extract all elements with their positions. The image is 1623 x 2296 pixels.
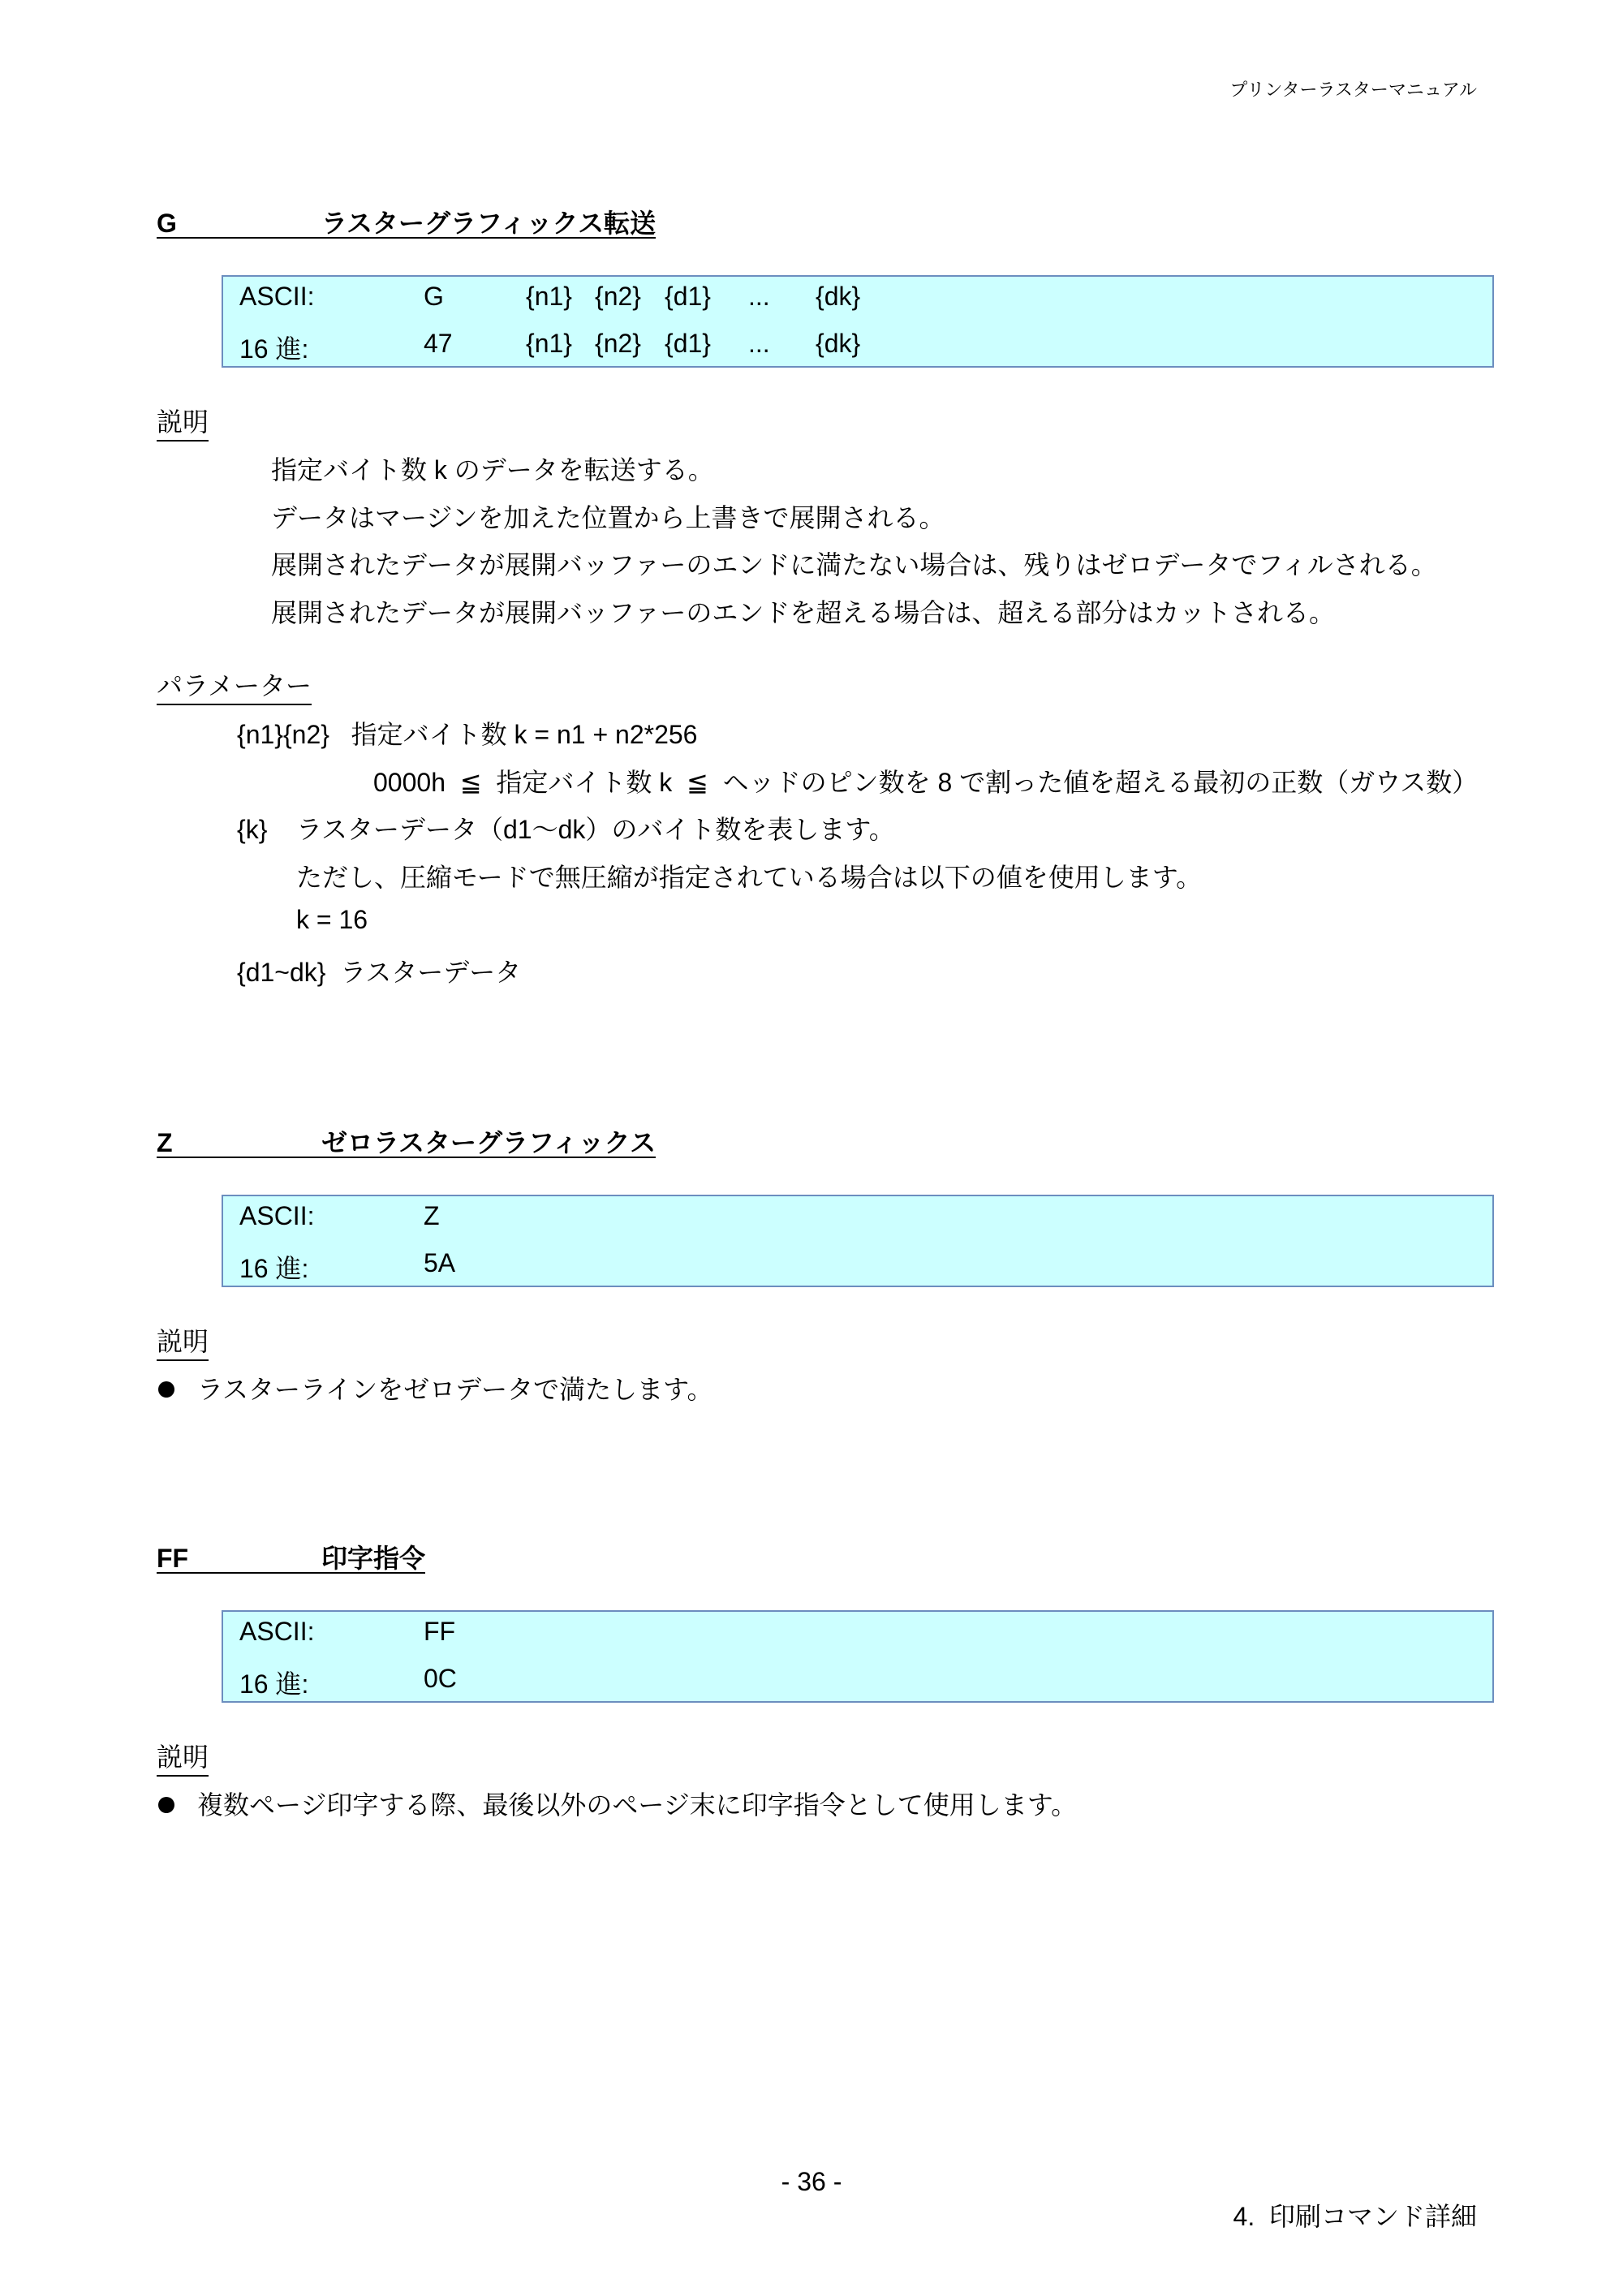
parameter-line: {d1~dk} ラスターデータ [237, 958, 522, 987]
command-code: G [157, 209, 177, 238]
parameter-label: パラメーター [157, 666, 312, 705]
command-box-g [222, 275, 1494, 368]
ascii-value: FF [424, 1617, 456, 1646]
param-dk: {dk} [816, 329, 861, 358]
command-box-ff [222, 1610, 1494, 1703]
command-name: ラスターグラフィックス転送 [321, 209, 657, 238]
param-n2: {n2} [595, 282, 641, 311]
param-ellipsis: ... [748, 329, 770, 358]
description-line: 展開されたデータが展開バッファーのエンドを超える場合は、超える部分はカットされる。 [271, 598, 1336, 627]
parameter-line: {n1}{n2} 指定バイト数 k = n1 + n2*256 [237, 720, 698, 749]
parameter-line: k = 16 [296, 905, 368, 934]
parameter-line: ただし、圧縮モードで無圧縮が指定されている場合は以下の値を使用します。 [296, 863, 1203, 892]
param-d1: {d1} [665, 282, 711, 311]
bullet-icon [158, 1381, 174, 1398]
param-ellipsis: ... [748, 282, 770, 311]
description-line: ラスターラインをゼロデータで満たします。 [197, 1375, 713, 1404]
hex-label: 16 進: [239, 1669, 309, 1699]
description-line: データはマージンを加えた位置から上書きで展開される。 [271, 503, 945, 532]
hex-value: 0C [424, 1664, 457, 1693]
hex-label: 16 進: [239, 334, 309, 364]
param-n2: {n2} [595, 329, 641, 358]
command-code: Z [157, 1128, 173, 1157]
ascii-label: ASCII: [239, 1201, 315, 1230]
description-line: 指定バイト数 k のデータを転送する。 [271, 455, 714, 485]
bullet-item [158, 1785, 1077, 1822]
param-n1: {n1} [526, 282, 572, 311]
parameter-line: 0000h ≦ 指定バイト数 k ≦ ヘッドのピン数を 8 で割った値を超える最初の正数（ガウス数） [373, 768, 1479, 797]
description-label: 説明 [157, 402, 209, 442]
ascii-label: ASCII: [239, 1617, 315, 1646]
ascii-value: Z [424, 1201, 440, 1230]
description-line: 展開されたデータが展開バッファーのエンドに満たない場合は、残りはゼロデータでフィルされる。 [271, 550, 1437, 579]
command-name: ゼロラスターグラフィックス [321, 1128, 657, 1157]
chapter-title: 4. 印刷コマンド詳細 [1233, 2202, 1477, 2231]
command-box-z [222, 1195, 1494, 1287]
bullet-icon [158, 1797, 174, 1813]
section-title-z [157, 1122, 656, 1158]
section-title-ff [157, 1538, 425, 1574]
param-dk: {dk} [816, 282, 861, 311]
section-title-g [157, 203, 656, 239]
page-number: - 36 - [781, 2167, 842, 2196]
param-n1: {n1} [526, 329, 572, 358]
description-label: 説明 [157, 1321, 209, 1361]
ascii-value: G [424, 282, 444, 311]
hex-value: 5A [424, 1248, 456, 1277]
param-d1: {d1} [665, 329, 711, 358]
hex-value: 47 [424, 329, 453, 358]
command-name: 印字指令 [321, 1544, 426, 1573]
bullet-item [158, 1369, 713, 1406]
ascii-label: ASCII: [239, 282, 315, 311]
parameter-line: {k} ラスターデータ（d1～dk）のバイト数を表します。 [237, 815, 895, 844]
description-label: 説明 [157, 1737, 209, 1777]
hex-label: 16 進: [239, 1254, 309, 1283]
description-line: 複数ページ印字する際、最後以外のページ末に印字指令として使用します。 [197, 1790, 1078, 1820]
running-header: プリンターラスターマニュアル [1229, 80, 1477, 100]
command-code: FF [157, 1544, 189, 1573]
